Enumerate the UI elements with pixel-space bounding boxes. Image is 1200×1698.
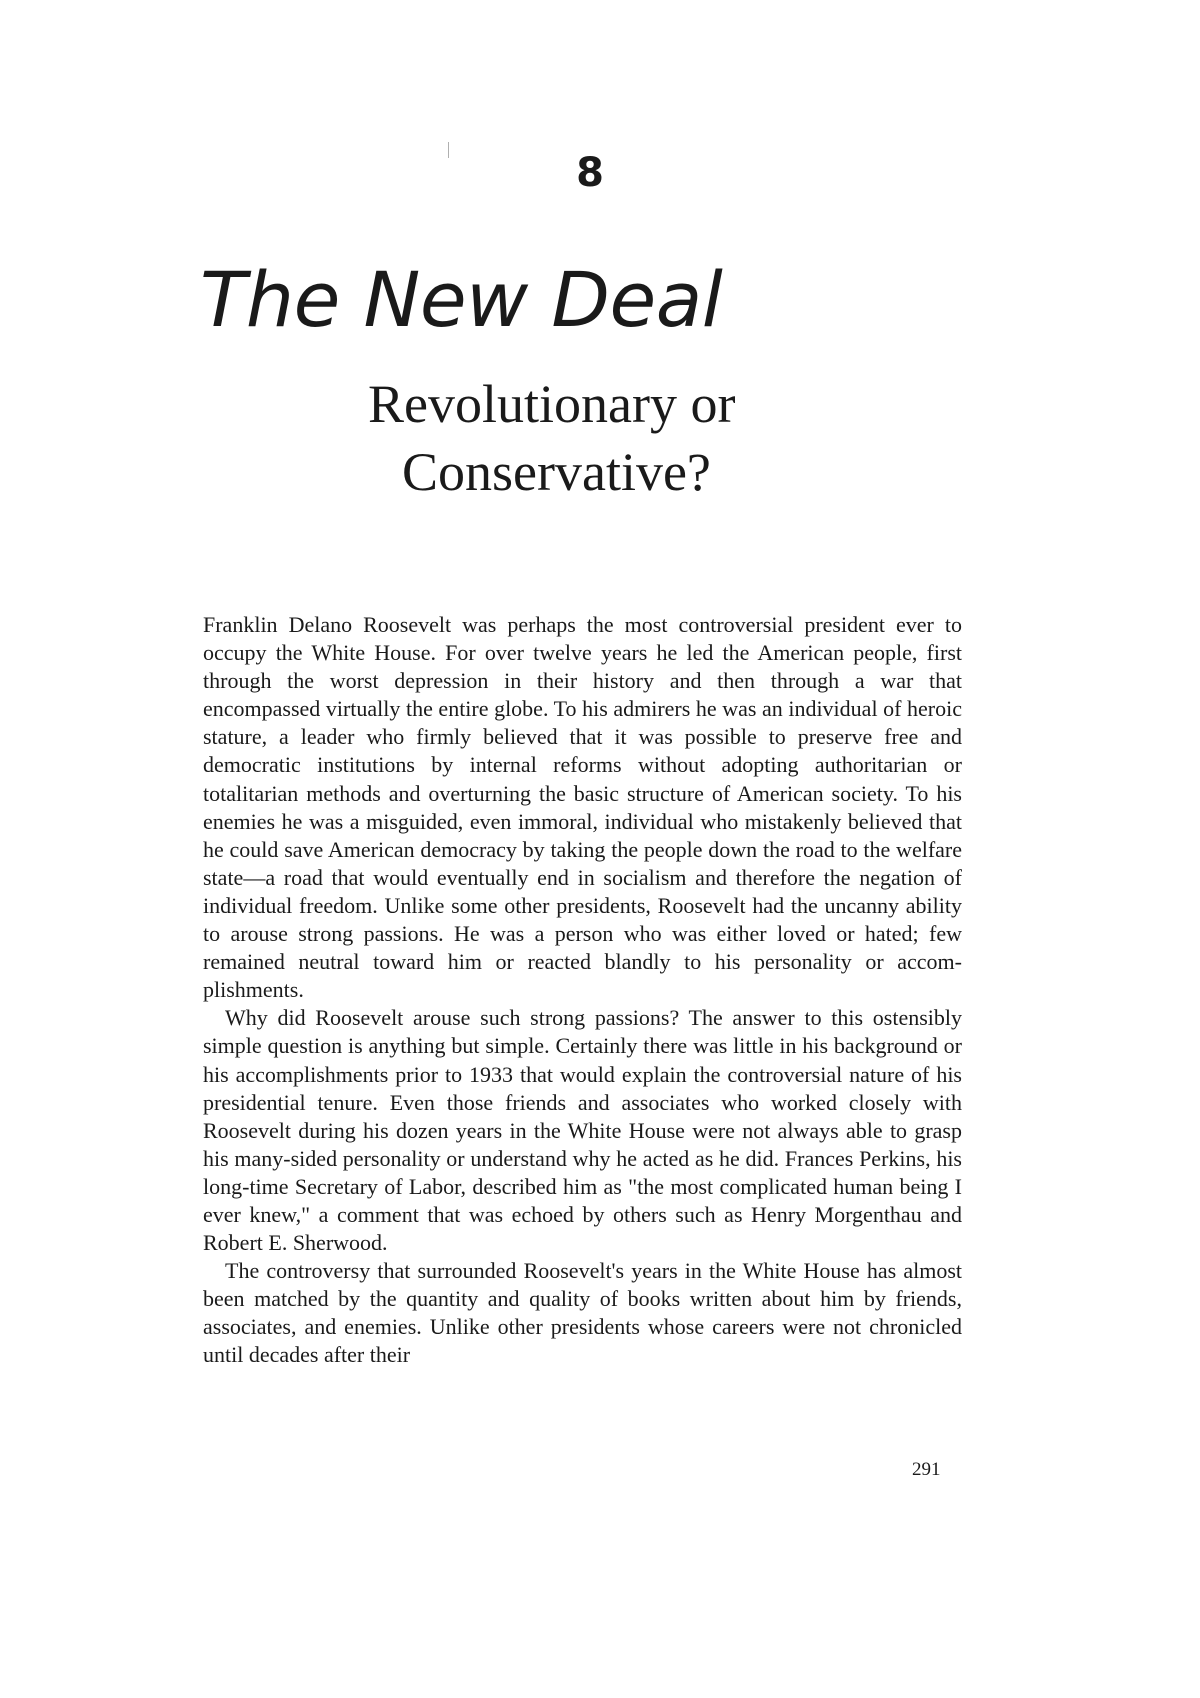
subtitle-line-1: Revolutionary or — [368, 374, 736, 434]
paragraph-3: The controversy that surrounded Roosevelt's years in the White House has almost been matched by the quantity and quality of books written about him by friends, associates, and enemies. Unlike other presidents whose careers were not chronicled until decades after their — [203, 1258, 962, 1368]
paragraph-1: Franklin Delano Roosevelt was perhaps the most controversial president ever to occupy the White House. For over twelve years he led the American people, first through the worst depression in their history and then through a war that encompassed virtually the entire globe. To his admirers he was an individual of heroic stature, a leader who firmly believed that it was possible to preserve free and democratic institutions by internal reforms without adopting authoritarian or totalitarian methods and overturning the basic structure of American society. To his enemies he was a misguided, even immoral, individual who mistakenly believed that he could save American democracy by taking the people down the road to the welfare state—a road that would eventually end in socialism and therefore the negation of individual freedom. Unlike some other presidents, Roosevelt had the uncanny ability to arouse strong passions. He was a person who was either loved or hated; few remained neutral toward him or reacted blandly to his personality or accom-plishments. — [203, 612, 962, 1003]
paragraph-2: Why did Roosevelt arouse such strong passions? The answer to this ostensibly simple question is anything but simple. Certainly there was little in his background or his accomplishments prior to 1933 that would explain the controversial nature of his presidential tenure. Even those friends and associates who worked closely with Roosevelt during his dozen years in the White House were not always able to grasp his many-sided personality or understand why he acted as he did. Frances Perkins, his long-time Secretary of Labor, described him as "the most complicated human being I ever knew," a comment that was echoed by others such as Henry Morgenthau and Robert E. Sherwood. — [203, 1005, 962, 1256]
chapter-number: 8 — [576, 150, 604, 196]
body-text — [203, 611, 962, 1370]
subtitle-line-2: Conservative? — [402, 442, 711, 502]
chapter-subtitle — [0, 370, 1200, 506]
page-number: 291 — [912, 1459, 941, 1480]
chapter-title: The New Deal — [200, 255, 723, 344]
